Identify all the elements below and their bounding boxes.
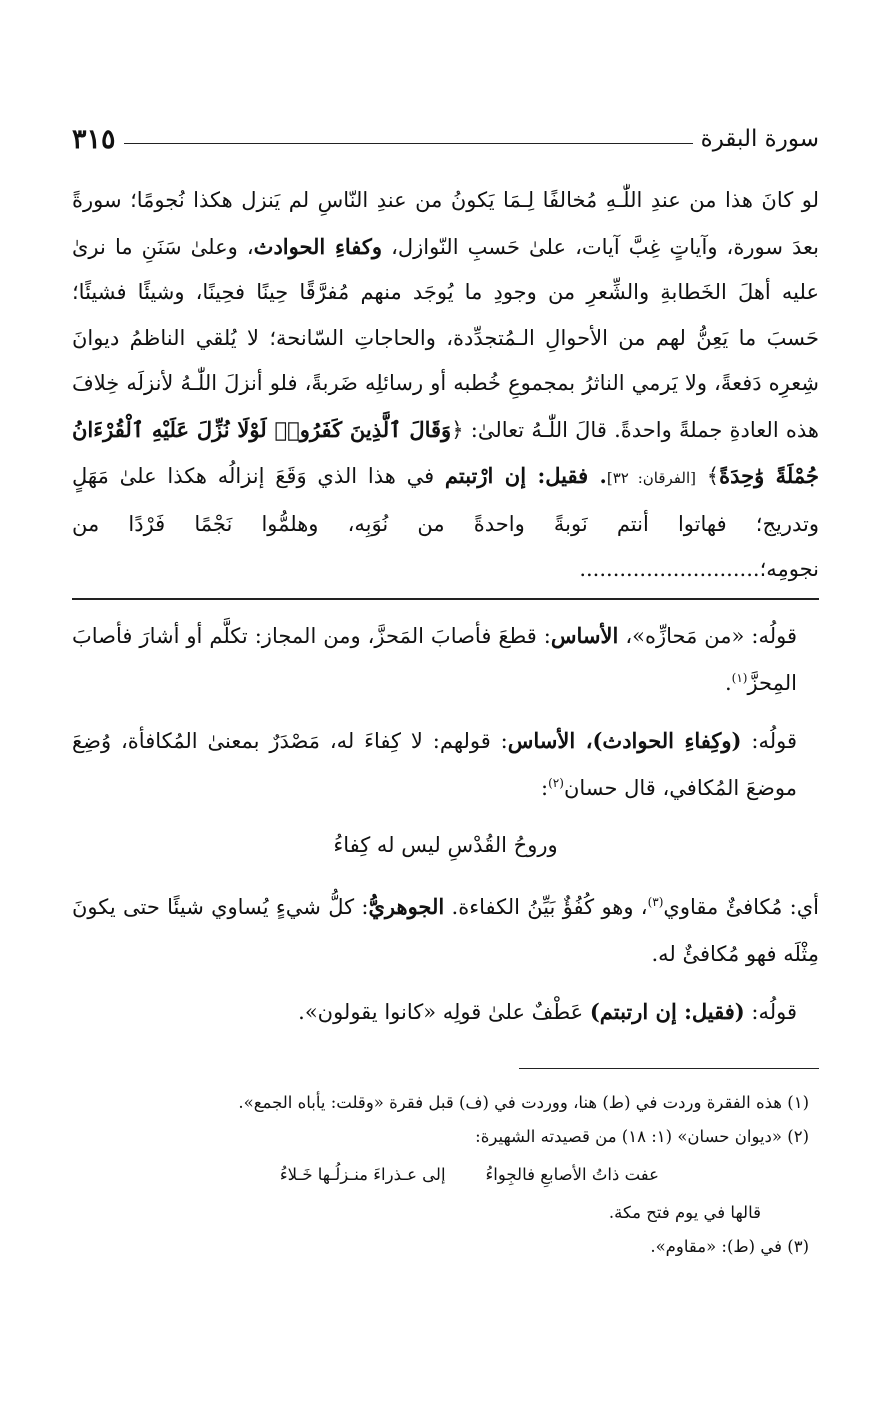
gloss-mahazz: [72, 612, 819, 707]
gloss-text: .: [724, 671, 732, 695]
main-line: في هذا الذي وَقَعَ إنزالُه هكذا علىٰ مَهَلٍ: [72, 464, 445, 488]
footnotes: [72, 1086, 809, 1264]
gloss-section: [72, 612, 819, 1046]
footnote-separator: [519, 1068, 819, 1069]
gloss-text: قولُه:: [741, 729, 797, 753]
footnote-marker: (٢): [548, 776, 564, 790]
main-line: خِلافَ هذه العادةِ جملةً واحدةً. قالَ اللّٰـهُ تعالىٰ:: [72, 371, 819, 442]
gloss-text: :: [541, 776, 549, 800]
quran-verse: وَقَالَ ٱلَّذِينَ كَفَرُوا۟ لَوْلَا نُزِّلَ عَلَيْهِ ٱلْقُرْءَانُ جُمْلَةً وَٰحِدَةً: [72, 416, 819, 488]
poetry-verse: وروحُ القُدْسِ ليس له كِفاءُ: [333, 833, 558, 857]
footnote-marker: (١): [731, 671, 748, 685]
main-line: ، وعلىٰ سَنَنِ ما نرىٰ: [72, 234, 254, 259]
footnote-poem: [72, 1158, 809, 1192]
gloss-keyword: (وكِفاءِ الحوادث)، الأساس: [507, 728, 742, 753]
gloss-text: ، وهو كُفُؤٌ بَيِّنُ الكفاءة.: [444, 895, 648, 919]
surah-title: سورة البقرة: [700, 126, 819, 152]
gloss-faqil: [72, 988, 819, 1036]
quran-reference: [الفرقان: ٣٢]: [606, 469, 696, 487]
keyword-kifa: وكفاءِ الحوادث: [253, 233, 383, 259]
main-line: بعدَ سورة، وآياتٍ غِبَّ آيات، علىٰ حَسبِ النّوازل،: [382, 234, 819, 259]
gloss-mukafi: [72, 883, 819, 978]
dotted-leader: ...........................: [579, 557, 760, 581]
header-rule: [124, 143, 693, 144]
gloss-text: : قطعَ فأصابَ المَحزَّ، ومن المجاز: تكلَّم أو أشارَ فأصابَ المِحزَّ: [72, 624, 797, 695]
gloss-text: أي: مُكافئٌ مقاوي: [663, 895, 819, 919]
footnote-marker: (٣): [647, 895, 664, 909]
main-line: حَسبَ ما يَعِنُّ لهم من الأحوالِ الـمُتجدِّدة، والحاجاتِ السّانحة؛ لا يُلقي الناظمُ ديوانَ: [72, 325, 819, 350]
gloss-text: : كلُّ شيءٍ يُساوي شيئًا حتى يكونَ مِثْلَه فهو مُكافئٌ له.: [72, 895, 819, 966]
gloss-kifa: [72, 717, 819, 812]
poem-second-hemistich: إلى عـذراءَ منـزلُـها خَـلاءُ: [279, 1165, 446, 1184]
quran-bracket-close: ﴾: [706, 464, 720, 488]
main-line: عليه أهلَ الخَطابةِ والشِّعرِ من وجودِ ما يُوجَد منهم مُفرَّقًا حِينًا فحِينًا، وشيئًا فشيئًا؛: [72, 280, 819, 304]
footnote-2-note: قالها في يوم فتح مكة.: [608, 1203, 761, 1222]
source-asas: الأساس: [550, 623, 619, 648]
gloss-text: قولُه:: [744, 1000, 797, 1024]
gloss-text: : قولهم: لا كِفاءَ له، مَصْدَرٌ بمعنىٰ المُكافأة، وُضِعَ موضعَ المُكافي، قال حسان: [72, 729, 797, 800]
footnote-1: (١) هذه الفقرة وردت في (ط) هنا، ووردت في (ف) قبل فقرة «وقلت: يأباه الجمع».: [238, 1093, 809, 1112]
quran-bracket-open: ﴿: [451, 417, 464, 442]
main-line: وتدريج؛ فهاتوا أنتم نَوبةً واحدةً من نُوَبِه، وهلمُّوا نَجْمًا فَرْدًا من نجومِه؛: [72, 511, 819, 581]
gloss-text: عَطْفٌ علىٰ قولِه «كانوا يقولون».: [298, 1000, 590, 1024]
gloss-keyword: (فقيل: إن ارتبتم): [589, 999, 745, 1024]
page-number: ٣١٥: [72, 123, 116, 155]
poem-first-hemistich: عفت ذاتُ الأصابعِ فالجِواءُ: [485, 1165, 659, 1184]
running-header: [72, 116, 819, 162]
main-line: شِعرِه دَفعةً، ولا يَرمي الناثرُ بمجموعِ خُطبه أو رسائلِه ضَربةً، فلو أنزلَ اللّٰـهُ لأنزلَه: [126, 371, 819, 395]
footnote-2: (٢) «ديوان حسان» (١: ١٨) من قصيدته الشهيرة:: [475, 1127, 809, 1146]
main-line: لو كانَ هذا من عندِ اللّٰـهِ مُخالفًا لِـمَا يَكونُ من عندِ النّاسِ لم يَنزل هكذا نُجومًا؛ سورةً: [72, 188, 819, 212]
commentary-separator: [72, 598, 819, 600]
source-jawhari: الجوهريُّ: [368, 894, 445, 919]
main-paragraph: [72, 178, 819, 593]
main-text: [72, 178, 819, 593]
gloss-text: قولُه: «من مَحازِّه»،: [618, 624, 798, 648]
keyword-faqil: . فقيل: إن ارْتبتم: [444, 463, 607, 488]
footnote-3: (٣) في (ط): «مقاوم».: [650, 1237, 809, 1256]
